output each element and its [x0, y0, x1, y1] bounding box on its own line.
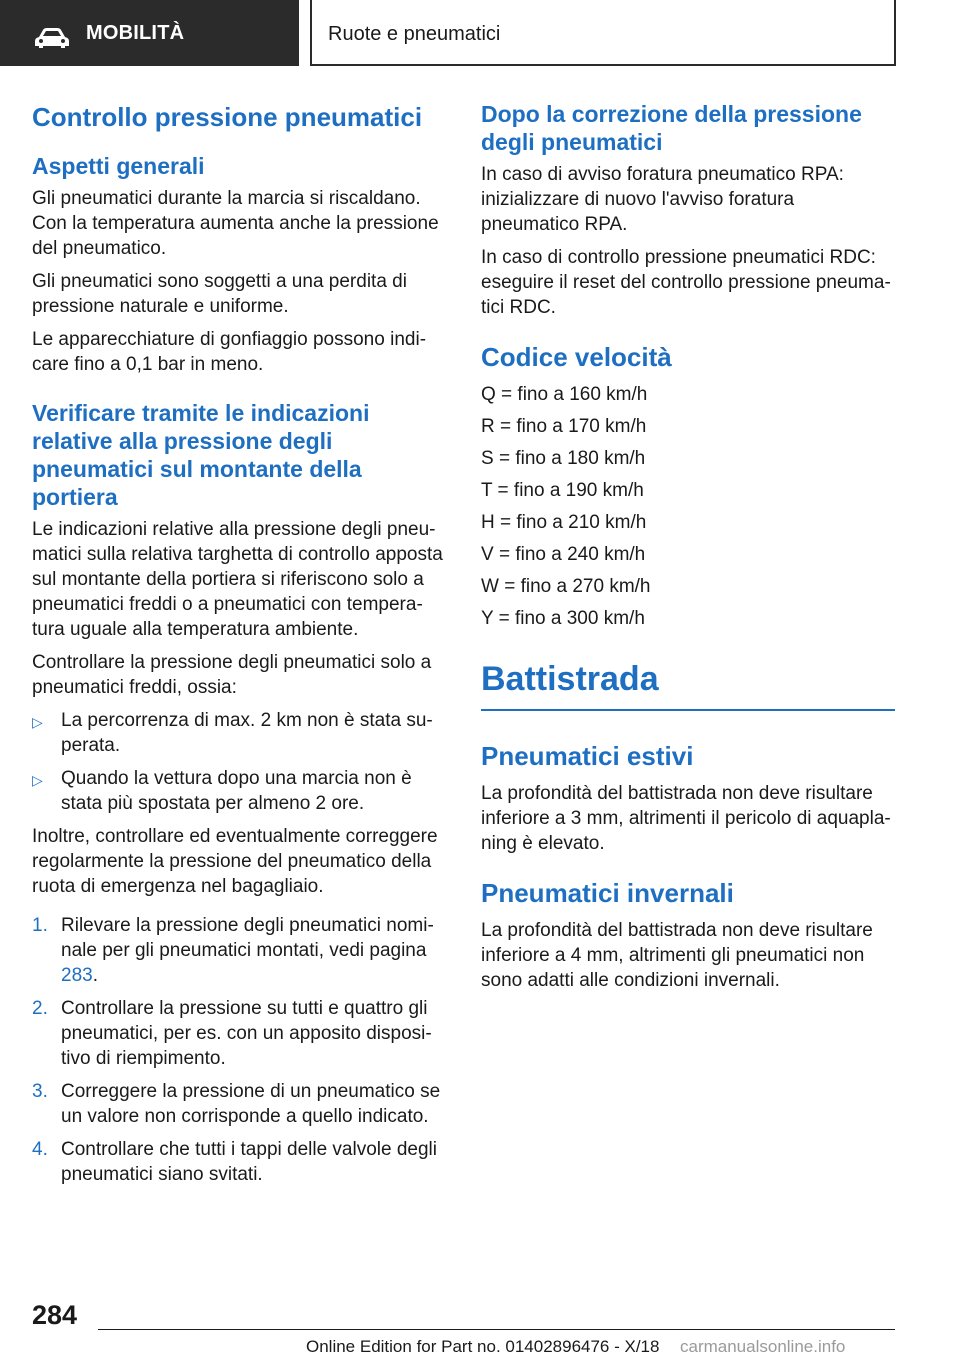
speed-code: S = fino a 180 km/h — [481, 448, 646, 469]
section-heading-winter-tires: Pneumatici invernali — [481, 878, 734, 908]
subheading-verify: Verificare tramite le indicazioni relative alla pressione degli pneumatici sul montante della portiera — [32, 400, 370, 510]
section-title: MOBILITÀ — [86, 22, 185, 44]
paragraph: Controllare la pressione degli pneumatici solo a pneumatici freddi, ossia: — [32, 652, 432, 698]
page-number: 284 — [32, 1300, 78, 1330]
speed-code: H = fino a 210 km/h — [481, 512, 647, 533]
paragraph: Gli pneumatici sono soggetti a una perdita di pressione naturale e uniforme. — [32, 271, 407, 317]
section-heading-speed-code: Codice velocità — [481, 342, 672, 372]
section-heading-tire-pressure: Controllo pressione pneumatici — [32, 102, 423, 132]
speed-code: T = fino a 190 km/h — [481, 480, 644, 501]
list-item: ▷ Quando la vettura dopo una marcia non è stata più spostata per almeno 2 ore. — [32, 768, 412, 814]
paragraph: In caso di avviso foratura pneumatico RPA: inizializzare di nuovo l'avviso foratura pneumatico RPA. — [481, 164, 844, 235]
car-icon — [34, 27, 70, 49]
speed-code: R = fino a 170 km/h — [481, 416, 647, 437]
list-item: ▷ La percorrenza di max. 2 km non è stata superata. — [32, 710, 433, 756]
paragraph: Le apparecchiature di gonfiaggio possono indicare fino a 0,1 bar in meno. — [32, 329, 427, 375]
list-item: 1. Rilevare la pressione degli pneumatici nominale per gli pneumatici montati, vedi pagina 283. — [32, 915, 434, 986]
edition-info: Online Edition for Part no. 01402896476 - X/18 — [306, 1337, 660, 1356]
triangle-bullet-icon: ▷ — [32, 772, 43, 788]
speed-code: V = fino a 240 km/h — [481, 544, 646, 565]
condition-list — [32, 708, 444, 816]
paragraph: La profondità del battistrada non deve risultare inferiore a 4 mm, altrimenti gli pneumatici non sono adatti alle condizioni invernali. — [481, 920, 873, 991]
list-item: 2. Controllare la pressione su tutti e quattro gli pneumatici, per es. con un apposito dispositivo di riempimento. — [32, 998, 432, 1069]
page-link[interactable]: 283 — [61, 965, 93, 986]
paragraph: Inoltre, controllare ed eventualmente correggere regolarmente la pressione del pneumatico della ruota di emergenza nel bagagliaio. — [32, 826, 438, 897]
footer-divider — [98, 1329, 895, 1330]
left-column — [32, 100, 444, 1195]
right-column — [481, 100, 895, 1001]
paragraph: Le indicazioni relative alla pressione degli pneumatici sulla relativa targhetta di controllo apposta sul montante della portiera si riferiscono solo a pneumatici freddi o a pneumatici con temperatura uguale alla temperatura ambiente. — [32, 519, 443, 640]
subheading-general: Aspetti generali — [32, 153, 205, 179]
speed-code: Y = fino a 300 km/h — [481, 608, 645, 629]
steps-list — [32, 913, 444, 1187]
speed-code: Q = fino a 160 km/h — [481, 384, 648, 405]
subheading-after-correction: Dopo la correzione della pressione degli pneumatici — [481, 101, 862, 155]
step-number: 1. — [32, 915, 48, 936]
step-number: 2. — [32, 998, 48, 1019]
speed-code: W = fino a 270 km/h — [481, 576, 651, 597]
step-number: 3. — [32, 1081, 48, 1102]
paragraph: La profondità del battistrada non deve risultare inferiore a 3 mm, altrimenti il pericolo di aquaplaning è elevato. — [481, 783, 891, 854]
paragraph: Gli pneumatici durante la marcia si riscaldano. Con la temperatura aumenta anche la pressione del pneumatico. — [32, 188, 439, 259]
step-number: 4. — [32, 1139, 48, 1160]
chapter-title: Ruote e pneumatici — [328, 23, 501, 45]
watermark: carmanualsonline.info — [680, 1337, 846, 1356]
paragraph: In caso di controllo pressione pneumatici RDC: eseguire il reset del controllo pressione pneumatici RDC. — [481, 247, 891, 318]
triangle-bullet-icon: ▷ — [32, 714, 43, 730]
chapter-heading-tread: Battistrada — [481, 657, 895, 711]
list-item: 4. Controllare che tutti i tappi delle valvole degli pneumatici siano svitati. — [32, 1139, 437, 1185]
page-header — [0, 0, 960, 66]
chapter-tab — [310, 0, 896, 66]
section-heading-summer-tires: Pneumatici estivi — [481, 741, 694, 771]
section-tab — [0, 0, 299, 66]
list-item: 3. Correggere la pressione di un pneumatico se un valore non corrisponde a quello indicato. — [32, 1081, 441, 1127]
